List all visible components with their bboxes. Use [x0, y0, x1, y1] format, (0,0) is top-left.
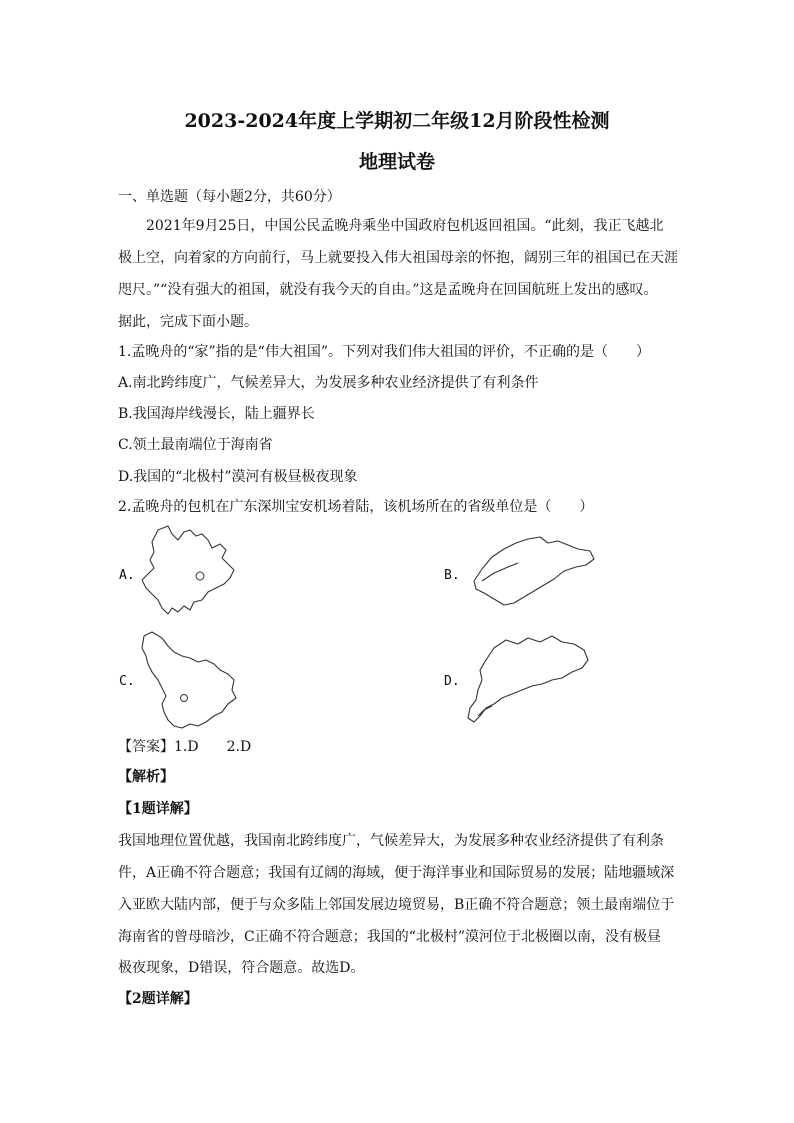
q1-detail-line: 件，A正确不符合题意；我国有辽阔的海域，便于海洋事业和国际贸易的发展；陆地疆域深: [118, 865, 675, 881]
analysis-label: 【解析】: [118, 769, 174, 785]
answer-line: 【答案】1.D 2.D: [118, 739, 252, 755]
q1-detail-label: 【1题详解】: [118, 801, 198, 817]
passage-line: 咫尺。”“没有强大的祖国，就没有我今天的自由。”这是孟晚舟在回国航班上发出的感叹。: [118, 282, 658, 298]
q1-detail-line: 极夜现象，D错误，符合题意。故选D。: [118, 960, 365, 976]
shandong-outline-map: [468, 533, 598, 613]
question-2-option-c-label: C.: [119, 674, 135, 689]
question-1-stem: 1.孟晚舟的“家”指的是“伟大祖国”。下列对我们伟大祖国的评价，不正确的是（ ）: [118, 344, 650, 360]
question-2-stem: 2.孟晚舟的包机在广东深圳宝安机场着陆，该机场所在的省级单位是（ ）: [118, 499, 594, 515]
exam-subtitle: 地理试卷: [358, 151, 435, 173]
section-heading: 一、单选题（每小题2分，共60分）: [118, 189, 341, 205]
question-2-option-b-label: B.: [444, 568, 460, 583]
q1-detail-line: 入亚欧大陆内部，便于与众多陆上邻国发展边境贸易，B正确不符合题意；领土最南端位于: [118, 897, 675, 913]
question-2-option-d-label: D.: [444, 674, 460, 689]
question-1-option-c: C.领土最南端位于海南省: [118, 437, 273, 453]
passage-line: 2021年9月25日，中国公民孟晚舟乘坐中国政府包机返回祖国。“此刻，我正飞越北: [146, 218, 664, 234]
yunnan-outline-map: [138, 522, 248, 622]
q1-detail-line: 海南省的曾母暗沙，C正确不符合题意；我国的“北极村”漠河位于北极圈以南，没有极昼: [118, 929, 662, 945]
guangdong-outline-map: [462, 632, 592, 728]
q1-detail-line: 我国地理位置优越，我国南北跨纬度广，气候差异大，为发展多种农业经济提供了有利条: [118, 833, 664, 849]
question-1-option-a: A.南北跨纬度广，气候差异大，为发展多种农业经济提供了有利条件: [118, 375, 539, 391]
question-1-option-b: B.我国海岸线漫长，陆上疆界长: [118, 406, 315, 422]
passage-line: 极上空，向着家的方向前行，马上就要投入伟大祖国母亲的怀抱，阔别三年的祖国已在天涯: [118, 250, 678, 266]
passage-line: 据此，完成下面小题。: [118, 314, 258, 330]
heilongjiang-outline-map: [138, 628, 242, 738]
question-2-option-a-label: A.: [119, 568, 135, 583]
q2-detail-label: 【2题详解】: [118, 991, 198, 1007]
exam-title: 2023-2024年度上学期初二年级12月阶段性检测: [184, 110, 610, 132]
question-1-option-d: D.我国的“北极村”漠河有极昼极夜现象: [118, 469, 358, 485]
